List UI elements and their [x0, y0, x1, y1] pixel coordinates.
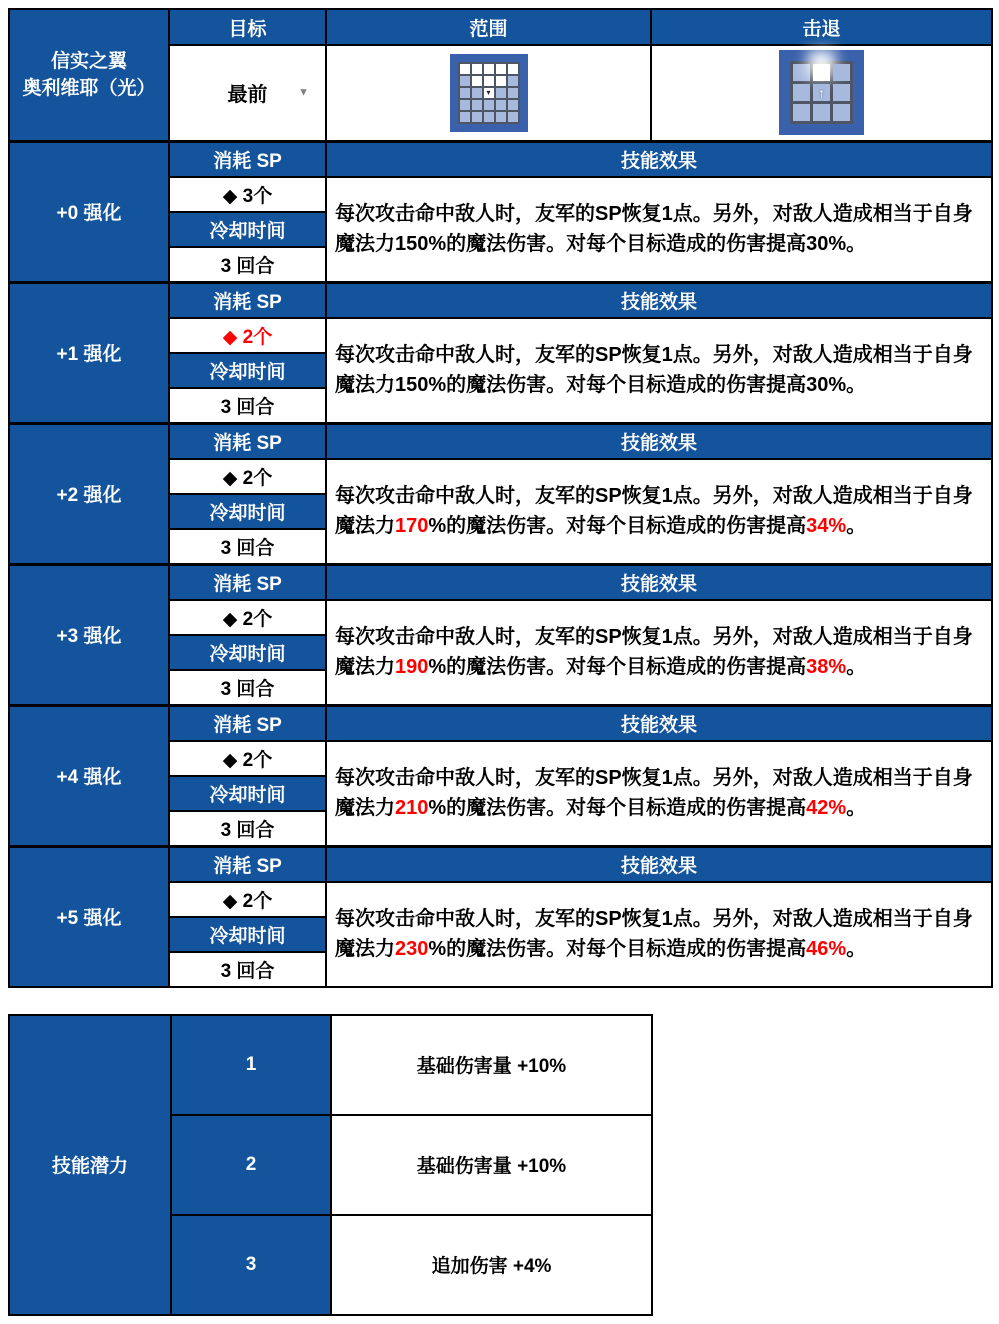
potential-title: 技能潜力 — [9, 1015, 171, 1315]
skill-effect-header: 技能效果 — [326, 141, 992, 177]
sp-cost-header: 消耗 SP — [169, 141, 326, 177]
skill-effect-text: 每次攻击命中敌人时，友军的SP恢复1点。另外，对敌人造成相当于自身魔法力150%的魔法伤害。对每个目标造成的伤害提高30%。 — [326, 177, 992, 283]
sp-cost-header: 消耗 SP — [169, 705, 326, 741]
chevron-down-icon[interactable]: ▼ — [298, 86, 309, 99]
cooldown-value: 3 回合 — [169, 811, 326, 847]
skill-effect-text: 每次攻击命中敌人时，友军的SP恢复1点。另外，对敌人造成相当于自身魔法力150%的魔法伤害。对每个目标造成的伤害提高30%。 — [326, 318, 992, 424]
cooldown-header: 冷却时间 — [169, 776, 326, 811]
sp-cost-value: ◆ 2个 — [169, 741, 326, 776]
sp-cost-header: 消耗 SP — [169, 564, 326, 600]
skill-potential-table — [8, 1014, 653, 1316]
potential-effect: 基础伤害量 +10% — [331, 1015, 652, 1115]
skill-table — [8, 8, 993, 988]
knockback-header: 击退 — [651, 9, 992, 45]
sp-cost-header: 消耗 SP — [169, 846, 326, 882]
knockback-grid-icon: ↑ — [779, 50, 864, 135]
potential-rank: 1 — [171, 1015, 331, 1115]
cooldown-header: 冷却时间 — [169, 212, 326, 247]
cooldown-value: 3 回合 — [169, 388, 326, 424]
skill-effect-header: 技能效果 — [326, 846, 992, 882]
range-grid-icon: ▾ — [450, 54, 528, 132]
cooldown-header: 冷却时间 — [169, 353, 326, 388]
knockback-icon-cell — [651, 45, 992, 141]
skill-effect-header: 技能效果 — [326, 705, 992, 741]
skill-effect-text: 每次攻击命中敌人时，友军的SP恢复1点。另外，对敌人造成相当于自身魔法力210%的魔法伤害。对每个目标造成的伤害提高42%。 — [326, 741, 992, 847]
skill-effect-header: 技能效果 — [326, 564, 992, 600]
sp-cost-value: ◆ 2个 — [169, 600, 326, 635]
potential-rank: 3 — [171, 1215, 331, 1315]
potential-effect: 追加伤害 +4% — [331, 1215, 652, 1315]
skill-effect-text: 每次攻击命中敌人时，友军的SP恢复1点。另外，对敌人造成相当于自身魔法力190%的魔法伤害。对每个目标造成的伤害提高38%。 — [326, 600, 992, 706]
sp-cost-value: ◆ 2个 — [169, 318, 326, 353]
target-select[interactable] — [169, 45, 326, 141]
cooldown-value: 3 回合 — [169, 952, 326, 987]
target-select-value: 最前 — [227, 84, 268, 107]
sp-cost-value: ◆ 2个 — [169, 882, 326, 917]
range-header: 范围 — [326, 9, 651, 45]
enhance-level-1: +1 强化 — [9, 282, 169, 423]
cooldown-value: 3 回合 — [169, 529, 326, 565]
enhance-level-0: +0 强化 — [9, 141, 169, 282]
cooldown-header: 冷却时间 — [169, 494, 326, 529]
cooldown-header: 冷却时间 — [169, 635, 326, 670]
enhance-level-4: +4 强化 — [9, 705, 169, 846]
enhance-level-2: +2 强化 — [9, 423, 169, 564]
sp-cost-value: ◆ 3个 — [169, 177, 326, 212]
enhance-level-5: +5 强化 — [9, 846, 169, 987]
target-header: 目标 — [169, 9, 326, 45]
skill-name — [9, 9, 169, 141]
sp-cost-header: 消耗 SP — [169, 282, 326, 318]
potential-effect: 基础伤害量 +10% — [331, 1115, 652, 1215]
skill-name-line2: 奥利维耶（光） — [22, 77, 156, 99]
skill-effect-text: 每次攻击命中敌人时，友军的SP恢复1点。另外，对敌人造成相当于自身魔法力230%的魔法伤害。对每个目标造成的伤害提高46%。 — [326, 882, 992, 987]
skill-effect-text: 每次攻击命中敌人时，友军的SP恢复1点。另外，对敌人造成相当于自身魔法力170%的魔法伤害。对每个目标造成的伤害提高34%。 — [326, 459, 992, 565]
sp-cost-header: 消耗 SP — [169, 423, 326, 459]
enhance-level-3: +3 强化 — [9, 564, 169, 705]
cooldown-value: 3 回合 — [169, 247, 326, 283]
potential-rank: 2 — [171, 1115, 331, 1215]
cooldown-header: 冷却时间 — [169, 917, 326, 952]
skill-name-line1: 信实之翼 — [50, 50, 127, 72]
skill-effect-header: 技能效果 — [326, 282, 992, 318]
skill-effect-header: 技能效果 — [326, 423, 992, 459]
sp-cost-value: ◆ 2个 — [169, 459, 326, 494]
range-icon-cell — [326, 45, 651, 141]
cooldown-value: 3 回合 — [169, 670, 326, 706]
